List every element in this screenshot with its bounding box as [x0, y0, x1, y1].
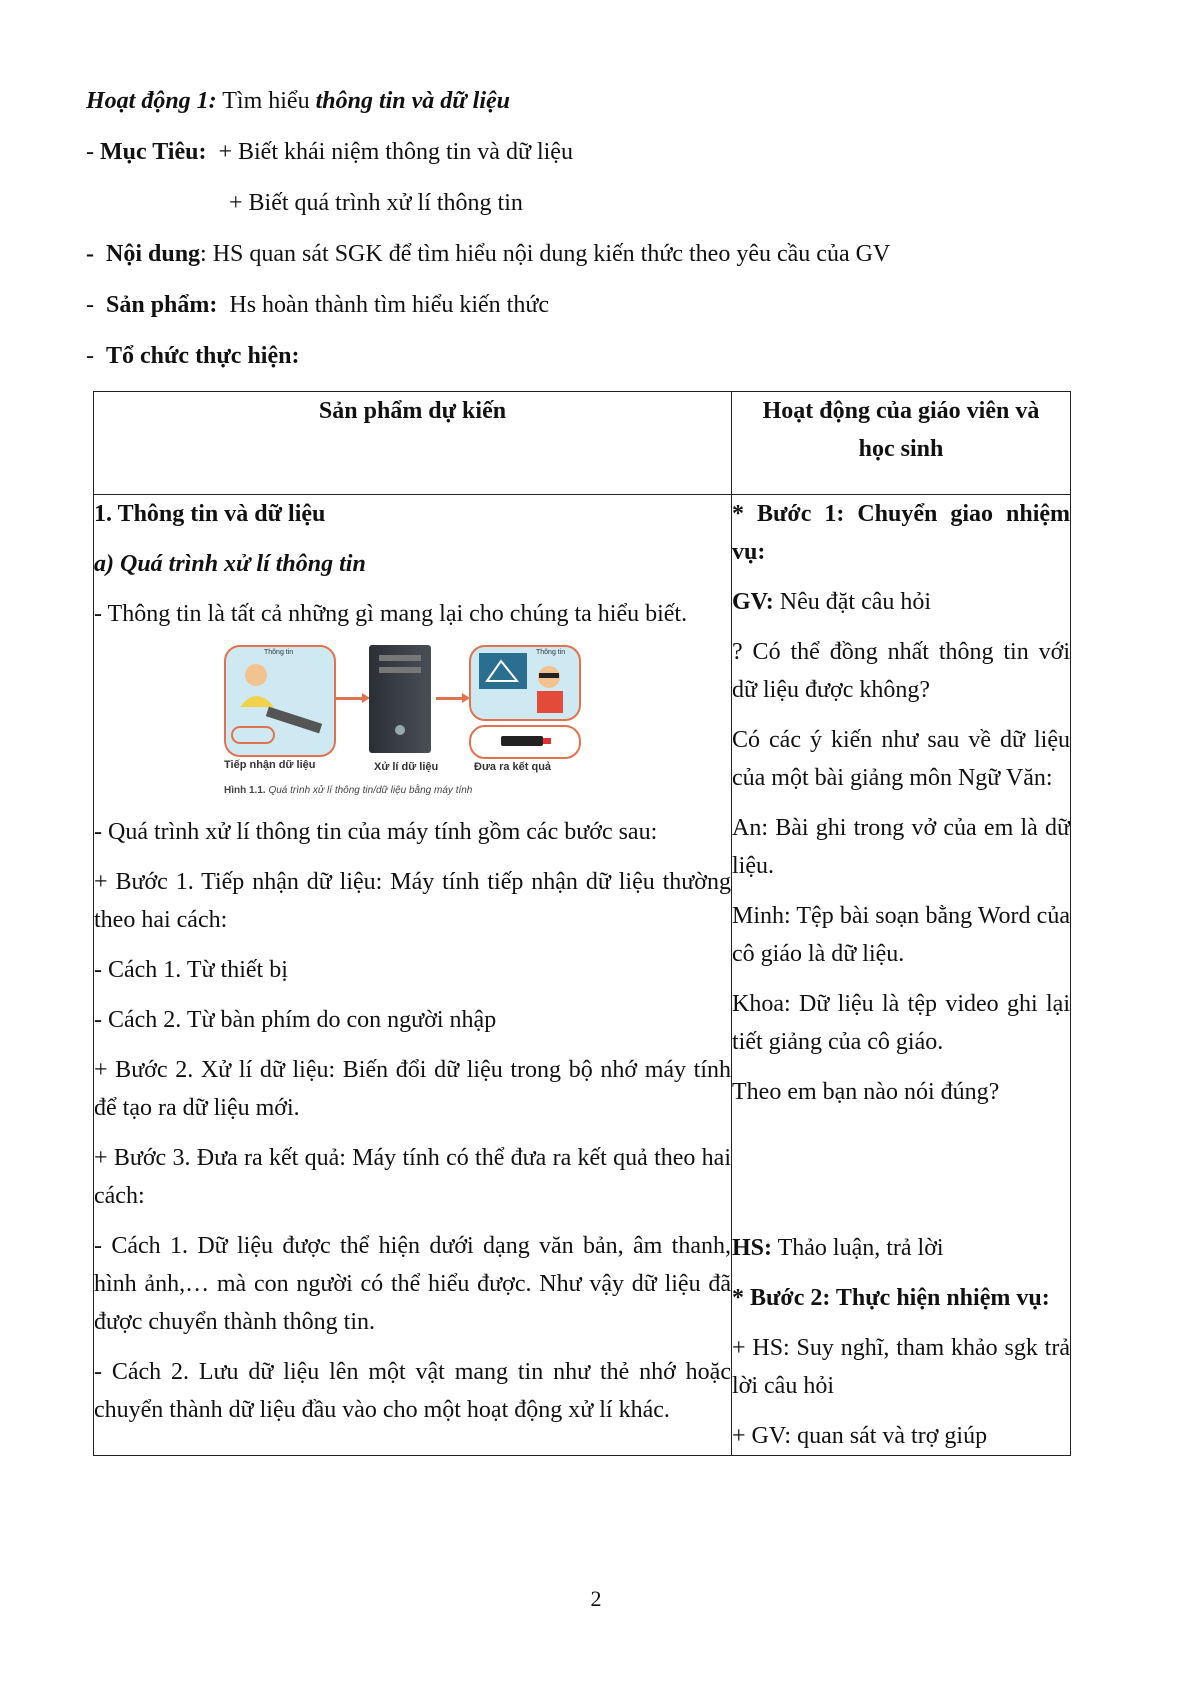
noi-dung-label: Nội dung	[106, 241, 201, 267]
san-pham-label: Sản phẩm:	[106, 292, 218, 318]
person-keyboard-icon	[226, 647, 330, 751]
opinion-khoa: Khoa: Dữ liệu là tệp video ghi lại tiết giảng của cô giáo.	[732, 991, 1070, 1055]
paragraph: - Cách 1. Dữ liệu được thể hiện dưới dạng văn bản, âm thanh, hình ảnh,… mà con người có thể hiểu được. Như vậy dữ liệu đã được chuyển thành thông tin.	[94, 1233, 731, 1335]
noi-dung-text: : HS quan sát SGK để tìm hiểu nội dung kiến thức theo yêu cầu của GV	[200, 241, 891, 267]
muc-tieu-line: - Mục Tiêu: + Biết khái niệm thông tin và dữ liệu	[86, 139, 573, 165]
hs-line	[732, 1229, 1070, 1267]
products-cell	[94, 495, 732, 1456]
subsection-title: a) Quá trình xử lí thông tin	[94, 551, 366, 577]
usb-drive-icon	[469, 725, 581, 759]
muc-tieu-label: Mục Tiêu:	[100, 139, 207, 165]
col-header-activities: Hoạt động của giáo viên và học sinh	[732, 392, 1071, 495]
paragraph: + Bước 1. Tiếp nhận dữ liệu: Máy tính tiếp nhận dữ liệu thường theo hai cách:	[94, 869, 731, 933]
question: Có các ý kiến như sau về dữ liệu của một bài giảng môn Ngữ Văn:	[732, 727, 1070, 791]
figure-label-output: Đưa ra kết quả	[474, 761, 552, 773]
hs-text: Thảo luận, trả lời	[772, 1235, 944, 1261]
output-panel	[469, 645, 581, 721]
question: Theo em bạn nào nói đúng?	[732, 1079, 1000, 1105]
paragraph: - Thông tin là tất cả những gì mang lại cho chúng ta hiểu biết.	[94, 601, 688, 627]
san-pham-text: Hs hoàn thành tìm hiểu kiến thức	[229, 292, 549, 318]
paragraph: - Cách 2. Lưu dữ liệu lên một vật mang tin như thẻ nhớ hoặc chuyển thành dữ liệu đầu vào cho một hoạt động xử lí khác.	[94, 1359, 731, 1423]
figure-caption-text: Quá trình xử lí thông tin/dữ liệu bằng máy tính	[268, 785, 473, 796]
paragraph: + Bước 2. Xử lí dữ liệu: Biến đổi dữ liệu trong bộ nhớ máy tính để tạo ra dữ liệu mới.	[94, 1057, 731, 1121]
figure-bubble-left: Thông tin	[264, 649, 294, 656]
gv-task: + GV: quan sát và trợ giúp	[732, 1423, 988, 1449]
computer-tower-icon	[369, 645, 431, 753]
col-header-products: Sản phẩm dự kiến	[94, 392, 732, 495]
lesson-table	[93, 391, 1071, 1456]
hs-task: + HS: Suy nghĩ, tham khảo sgk trả lời câu hỏi	[732, 1335, 1070, 1399]
to-chuc-line: - Tổ chức thực hiện:	[86, 343, 300, 369]
table-header-row	[94, 392, 1071, 495]
noi-dung-line: - Nội dung: HS quan sát SGK để tìm hiểu nội dung kiến thức theo yêu cầu của GV	[86, 241, 891, 267]
activity-text: Tìm hiểu	[216, 88, 316, 114]
gv-text: Nêu đặt câu hỏi	[773, 589, 932, 615]
paragraph: - Cách 2. Từ bàn phím do con người nhập	[94, 1007, 497, 1033]
table-row	[94, 495, 1071, 1456]
opinion-an: An: Bài ghi trong vở của em là dữ liệu.	[732, 815, 1070, 879]
muc-tieu-1: + Biết khái niệm thông tin và dữ liệu	[218, 139, 573, 165]
paragraph: - Cách 1. Từ thiết bị	[94, 957, 288, 983]
section-title: 1. Thông tin và dữ liệu	[94, 501, 326, 527]
activity-label: Hoạt động 1:	[86, 88, 217, 114]
arrow-right-icon	[436, 697, 464, 700]
arrow-right-icon	[336, 697, 364, 700]
figure-caption-prefix: Hình 1.1.	[224, 785, 266, 796]
san-pham-line: - Sản phẩm: Hs hoàn thành tìm hiểu kiến thức	[86, 292, 549, 318]
figure-bubble-right: Thông tin	[536, 649, 566, 656]
to-chuc-label: Tổ chức thực hiện:	[106, 343, 300, 369]
gv-line	[732, 583, 1070, 621]
figure-label-process: Xử lí dữ liệu	[374, 761, 439, 773]
figure-caption	[224, 785, 472, 796]
process-figure	[224, 645, 584, 805]
question: ? Có thể đồng nhất thông tin với dữ liệu được không?	[732, 639, 1070, 703]
step1-heading: * Bước 1: Chuyển giao nhiệm vụ:	[732, 501, 1070, 565]
page-number: 2	[590, 1586, 602, 1611]
paragraph: + Bước 3. Đưa ra kết quả: Máy tính có thể đưa ra kết quả theo hai cách:	[94, 1145, 731, 1209]
muc-tieu-2: + Biết quá trình xử lí thông tin	[229, 190, 523, 216]
activities-cell	[732, 495, 1071, 1456]
figure-label-input: Tiếp nhận dữ liệu	[224, 759, 316, 771]
activity-topic: thông tin và dữ liệu	[315, 88, 510, 114]
monitor-person-icon	[471, 647, 575, 717]
input-panel	[224, 645, 336, 757]
step2-heading: * Bước 2: Thực hiện nhiệm vụ:	[732, 1285, 1050, 1311]
activity-heading	[86, 86, 510, 116]
paragraph: - Quá trình xử lí thông tin của máy tính gồm các bước sau:	[94, 819, 658, 845]
hs-label: HS:	[732, 1235, 773, 1261]
opinion-minh: Minh: Tệp bài soạn bằng Word của cô giáo là dữ liệu.	[732, 903, 1070, 967]
gv-label: GV:	[732, 589, 774, 615]
